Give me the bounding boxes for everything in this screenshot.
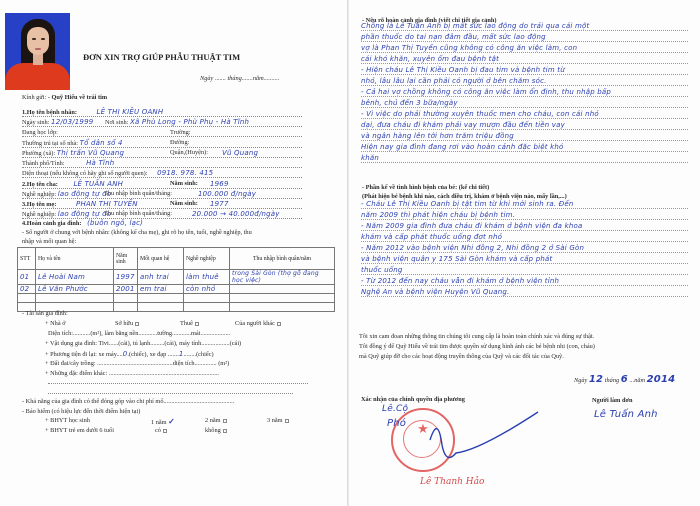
table-row bbox=[18, 294, 335, 303]
blank-line bbox=[48, 383, 308, 384]
handwritten-line: nhỏ, lâu lâu lại cần phải có người ở bên chăm sóc. bbox=[361, 76, 688, 86]
signing-month: 6 bbox=[620, 374, 628, 385]
declaration-line-3: mà Quỹ giúp đỡ cho các hoạt động truyền thông của Quỹ và các đối tác của Quỹ. bbox=[359, 353, 564, 360]
handwritten-line: khăn bbox=[361, 153, 688, 163]
authority-signature-stroke bbox=[420, 410, 540, 470]
handwritten-line: phần thuốc do tai nạn đâm đầu, mất sức lao động bbox=[361, 32, 688, 42]
insurance-label: - Bảo hiểm (có hiệu lực đến thời điểm hiện tại) bbox=[22, 408, 141, 415]
handwritten-line: vợ là Phan Thị Tuyến cũng không có công ăn việc làm, con bbox=[361, 43, 688, 53]
blank-line bbox=[48, 393, 293, 394]
city: Hà Tĩnh bbox=[86, 159, 115, 167]
patient-photo bbox=[5, 13, 70, 90]
members-note-1: - Số người ở chung với bệnh nhân: (không kể cha mẹ), ghi rõ họ tên, tuổi, nghề nghiệp, thu bbox=[22, 229, 252, 236]
father-name-row: 2.Họ tên cha: LÊ TUẤN ANH Năm sinh: 1969 bbox=[22, 180, 302, 189]
phone-row: Diện thoại (nếu không có hãy ghi số người quen): 0918. 978. 415 bbox=[22, 169, 302, 178]
handwritten-line: bênh, chủ đến 3 bữa/ngày bbox=[361, 98, 688, 108]
star-icon: ★ bbox=[417, 421, 429, 436]
members-note-2: nhập và mối quan hệ: bbox=[22, 238, 77, 245]
dob: 12/03/1999 bbox=[51, 118, 94, 126]
handwritten-line: - Năm 2009 gia đình đưa cháu đi khám ở bệnh viện đa khoa bbox=[361, 221, 688, 231]
patient-name-row: 1.Họ tên bệnh nhân: LÊ THỊ KIỀU OANH bbox=[22, 108, 302, 117]
mother-name-row: 3.Họ tên mẹ: PHAN THỊ TUYẾN Năm sinh: 1977 bbox=[22, 200, 302, 209]
authority-note: Lê.Cộ bbox=[382, 404, 409, 414]
father-job-row: Nghề nghiệp: lao động tự do Thu nhập bình quân/tháng: 100.000 đ/ngày bbox=[22, 190, 302, 199]
motorbike-count: 0 bbox=[122, 350, 128, 358]
phone: 0918. 978. 415 bbox=[157, 169, 214, 177]
signing-date: Ngày 12 tháng 6 ...năm 2014 bbox=[574, 374, 676, 385]
signing-day: 12 bbox=[588, 374, 604, 385]
address-row: Thường trú tại số nhà: Tổ dân số 4 Đường: bbox=[22, 139, 302, 148]
bicycle-count: 1 bbox=[178, 350, 184, 358]
applicant-label: Người làm đơn bbox=[592, 397, 633, 404]
addressee: - Quỹ Hiểu về trái tim bbox=[47, 94, 108, 101]
mother-job: lao động tự do bbox=[57, 210, 112, 218]
district: Vũ Quang bbox=[222, 149, 259, 157]
handwritten-line: khám và cấp phát thuốc uống đợt nhỏ bbox=[361, 232, 688, 242]
handwritten-line: - Vì việc do phải thường xuyên thuốc men cho cháu, con cái nhỏ bbox=[361, 109, 688, 119]
birthplace: Xã Phù Long - Phù Phụ - Hà Tĩnh bbox=[130, 118, 250, 126]
father-name: LÊ TUẤN ANH bbox=[73, 180, 124, 188]
authority-sign-title: Phó bbox=[387, 418, 407, 429]
authority-label: Xác nhận của chính quyền địa phương bbox=[361, 396, 465, 403]
handwritten-line: năm 2009 thì phát hiện cháu bị bệnh tim. bbox=[361, 210, 688, 220]
handwritten-line: dại, đưa cháu đi khám phải vay mượn đầu đến tiền vay bbox=[361, 120, 688, 130]
patient-name: LÊ THỊ KIỀU OANH bbox=[96, 108, 164, 116]
handwritten-line: - Năm 2012 vào bệnh viện Nhi đồng 2, Nhi đồng 2 ở Sài Gòn bbox=[361, 243, 688, 253]
handwritten-line: - Cả hai vợ chồng không có công ăn việc làm ổn định, thu nhập bấp bbox=[361, 87, 688, 97]
family-summary: (buôn ngô, lạc) bbox=[87, 219, 144, 227]
address: Tổ dân số 4 bbox=[79, 139, 123, 147]
date-line: Ngày ....... tháng.......năm.......... bbox=[200, 75, 280, 82]
family-situation-row: 4.Hoàn cảnh gia đình: (buôn ngô, lạc) bbox=[22, 219, 144, 227]
dob-row: Ngày sinh: 12/03/1999 Nơi sinh: Xã Phù Long - Phù Phụ - Hà Tĩnh bbox=[22, 118, 302, 127]
form-title: ĐƠN XIN TRỢ GIÚP PHẪU THUẬT TIM bbox=[83, 52, 241, 62]
ward: Thị trấn Vũ Quang bbox=[56, 149, 125, 157]
handwritten-line: và ngân hàng lên tới hơn trăm triệu đồng bbox=[361, 131, 688, 141]
father-job: lao động tự do bbox=[57, 190, 112, 198]
handwritten-line: - Từ 2012 đến nay cháu vẫn đi khám ở bệnh viện tỉnh bbox=[361, 276, 688, 286]
contribution-line: - Khả năng của gia đình có thể đóng góp vào chi phí mổ............................................. bbox=[22, 398, 235, 405]
mother-income: 20.000 → 40.000đ/ngày bbox=[192, 210, 280, 218]
illness-sublabel: (Phát hiện bé bệnh khi nào, cách điều trị, khám ở bệnh viện nào, mấy lần,...) bbox=[362, 193, 567, 200]
applicant-signature: Lê Tuấn Anh bbox=[594, 409, 658, 420]
form-page-left bbox=[0, 0, 348, 506]
handwritten-line: thuốc uống bbox=[361, 265, 688, 275]
handwritten-line: Hiện nay gia đình đang rơi vào hoàn cảnh đặc biệt khó bbox=[361, 142, 688, 152]
addressee-row bbox=[22, 94, 107, 101]
land-line: + Đất đai/cây trồng: ................................................diện tích.............. (m²) bbox=[45, 360, 230, 367]
yes-checkbox[interactable] bbox=[163, 429, 167, 433]
area-line: Diện tích:...........(m²), làm bằng nền............tường............mái................... bbox=[48, 330, 231, 337]
declaration-line-2: Tôi đồng ý để Quỹ Hiểu về trái tim được quyền sử dụng hình ảnh các bé bệnh nhi (con, cháu) bbox=[359, 343, 595, 350]
city-row: Thành phố/Tỉnh: Hà Tĩnh bbox=[22, 159, 302, 168]
handwritten-line: và bệnh viện quân y 175 Sài Gòn khám và cấp phát bbox=[361, 254, 688, 264]
father-birth-year: 1969 bbox=[210, 180, 229, 188]
student-insurance-row: + BHYT học sinh 1 năm ✓ 2 năm 3 năm bbox=[45, 417, 305, 424]
table-header-row: STT Họ và tên Năm sinh Mối quan hệ Nghề nghiệp Thu nhập bình quân/năm bbox=[18, 248, 335, 270]
ward-row: Phường (xã): Thị trấn Vũ Quang Quận,(Huyện): Vũ Quang bbox=[22, 149, 302, 158]
handwritten-line: Nghệ An và bệnh viện Huyện Vũ Quang. bbox=[361, 287, 688, 297]
assets-label: - Tài sản gia đình: bbox=[22, 310, 68, 317]
declaration-line-1: Tôi xin cam đoan những thông tin chúng tôi cung cấp là hoàn toàn chính xác và đúng sự thật. bbox=[359, 333, 595, 340]
appliances-line: + Vật dụng gia đình: Tivi......(cái), tủ lạnh.........(cái), máy tính..................(cái) bbox=[45, 340, 242, 347]
handwritten-line: cái khó khăn, xuyên ốm đau bệnh tật bbox=[361, 54, 688, 64]
own-checkbox[interactable] bbox=[135, 322, 139, 326]
check-icon[interactable]: ✓ bbox=[168, 417, 175, 426]
table-row: 01 Lê Hoài Nam 1997 anh trai làm thuê trong Sài Gòn (thợ gỗ đang học việc) bbox=[18, 270, 335, 285]
signing-year: 2014 bbox=[646, 374, 676, 385]
household-members-table bbox=[17, 247, 335, 312]
handwritten-line: Chồng là Lê Tuấn Anh bị mất sức lao động do trải qua cái một bbox=[361, 21, 688, 31]
vehicle-line: + Phương tiện đi lại: xe máy....0.(chiếc), xe đạp .......1........(chiếc) bbox=[45, 350, 214, 358]
mother-job-row: Nghề nghiệp: lao động tự do Thu nhập bình quân/tháng: 20.000 → 40.000đ/ngày bbox=[22, 210, 302, 219]
house-row: + Nhà ở Sở hữu Thuê Của người khác bbox=[45, 320, 315, 327]
no-checkbox[interactable] bbox=[223, 429, 227, 433]
others-checkbox[interactable] bbox=[277, 322, 281, 326]
table-row: 02 Lê Văn Phước 2001 em trai còn nhỏ bbox=[18, 285, 335, 294]
mother-birth-year: 1977 bbox=[210, 200, 229, 208]
child-insurance-row: + BHYT trẻ em dưới 6 tuổi có không bbox=[45, 427, 305, 434]
three-year-checkbox[interactable] bbox=[285, 419, 289, 423]
class-row: Đang học lớp: Trường: bbox=[22, 129, 302, 137]
addressee-label: Kính gửi: bbox=[22, 94, 47, 101]
mother-name: PHAN THỊ TUYẾN bbox=[76, 200, 138, 208]
father-income: 100.000 đ/ngày bbox=[198, 190, 257, 198]
rent-checkbox[interactable] bbox=[195, 322, 199, 326]
handwritten-line: - Cháu Lê Thị Kiều Oanh bị tật tim từ khi mới sinh ra. Đến bbox=[361, 199, 688, 209]
illness-label: - Phần kể về tình hình bệnh của bé: (kể chi tiết) bbox=[362, 184, 490, 191]
authority-name: Lê Thanh Hảo bbox=[420, 477, 485, 487]
handwritten-line: - Hiện cháu Lê Thị Kiều Oanh bị đau tim và bệnh tim từ bbox=[361, 65, 688, 75]
two-year-checkbox[interactable] bbox=[223, 419, 227, 423]
situation-label: - Nêu rõ hoàn cảnh gia đình (viết chi tiết gia cảnh) bbox=[362, 17, 497, 24]
other-features-line: + Những đặc điểm khác: ...................................................................... bbox=[45, 370, 219, 377]
